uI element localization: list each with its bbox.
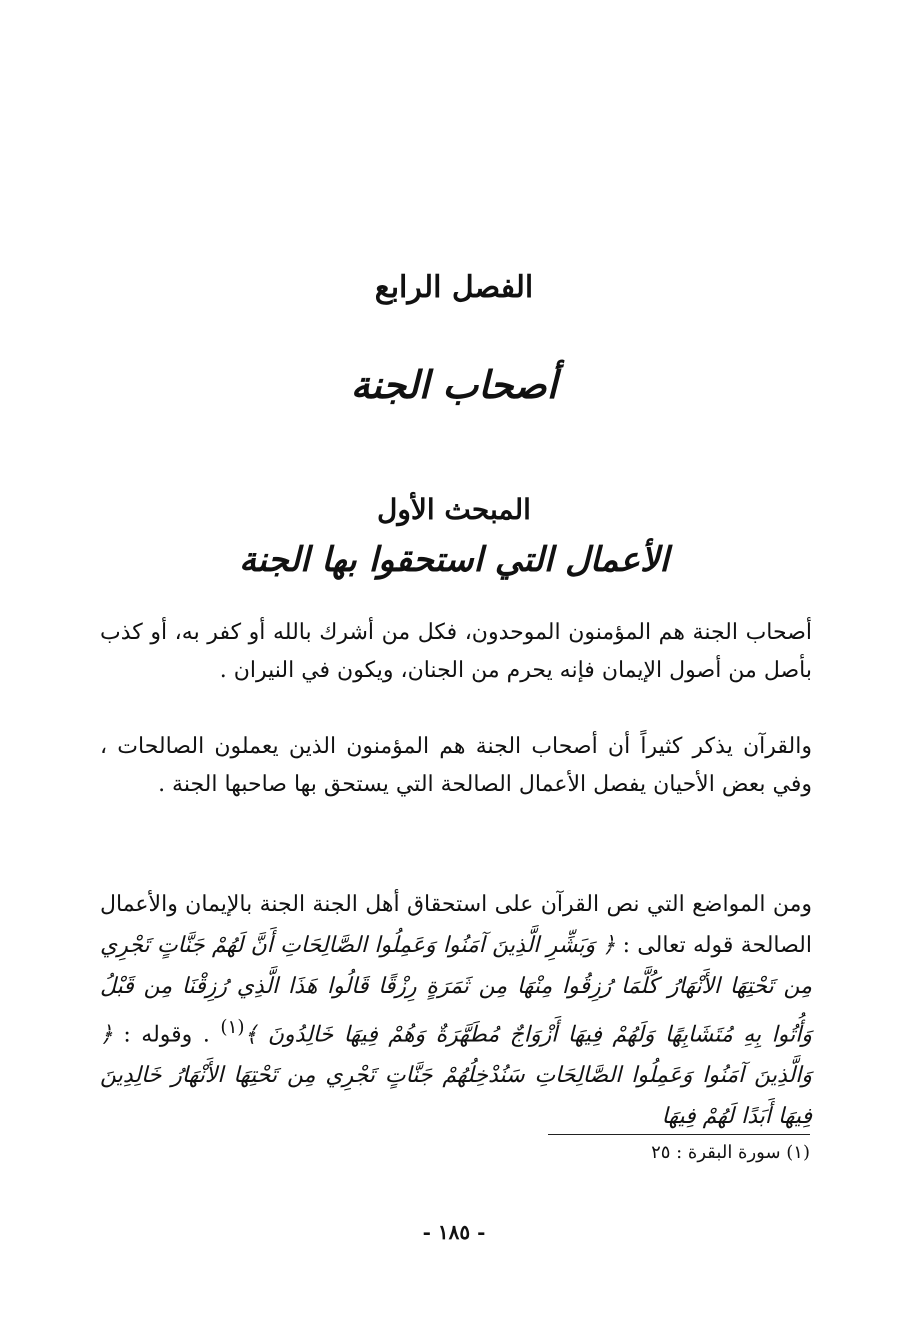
chapter-label: الفصل الرابع (374, 270, 534, 305)
paragraph-3 (100, 884, 812, 1137)
section-title: الأعمال التي استحقوا بها الجنة (239, 540, 669, 580)
quran-verse-1: ﴿ وَبَشِّرِ الَّذِينَ آمَنُوا وَعَمِلُوا الصَّالِحَاتِ أَنَّ لَهُمْ جَنَّاتٍ تَجْرِي مِن تَحْتِهَا الأَنْهَارُ كُلَّمَا رُزِقُوا مِنْهَا مِن ثَمَرَةٍ رِزْقًا قَالُوا هَذَا الَّذِي رُزِقْنَا مِن قَبْلُ وَأُتُوا بِهِ مُتَشَابِهًا وَلَهُمْ فِيهَا أَزْوَاجٌ مُطَهَّرَةٌ وَهُمْ فِيهَا خَالِدُونَ ﴾ (100, 933, 812, 1048)
paragraph-3-connector: . وقوله : (112, 1022, 221, 1048)
section-label: المبحث الأول (377, 493, 531, 526)
footnote: (١) سورة البقرة : ٢٥ (651, 1142, 810, 1163)
page-number: - ١٨٥ - (422, 1220, 486, 1244)
footnote-reference: (١) (220, 1017, 245, 1038)
chapter-title: أصحاب الجنة (350, 362, 558, 407)
paragraph-1: أصحاب الجنة هم المؤمنون الموحدون، فكل من أشرك بالله أو كفر به، أو كذب بأصل من أصول الإيمان فإنه يحرم من الجنان، ويكون في النيران . (100, 620, 812, 683)
paragraph-3-intro: ومن المواضع التي نص القرآن على استحقاق أهل الجنة الجنة بالإيمان والأعمال الصالحة قوله تعالى : (100, 892, 812, 958)
quran-verse-2: ﴿ وَالَّذِينَ آمَنُوا وَعَمِلُوا الصَّالِحَاتِ سَنُدْخِلُهُمْ جَنَّاتٍ تَجْرِي مِن تَحْتِهَا الأَنْهَارُ خَالِدِينَ فِيهَا أَبَدًا لَهُمْ فِيهَا (100, 1022, 812, 1130)
footnote-divider (548, 1134, 810, 1135)
paragraph-2: والقرآن يذكر كثيراً أن أصحاب الجنة هم المؤمنون الذين يعملون الصالحات ، وفي بعض الأحيان يفصل الأعمال الصالحة التي يستحق بها صاحبها الجنة . (100, 734, 812, 797)
